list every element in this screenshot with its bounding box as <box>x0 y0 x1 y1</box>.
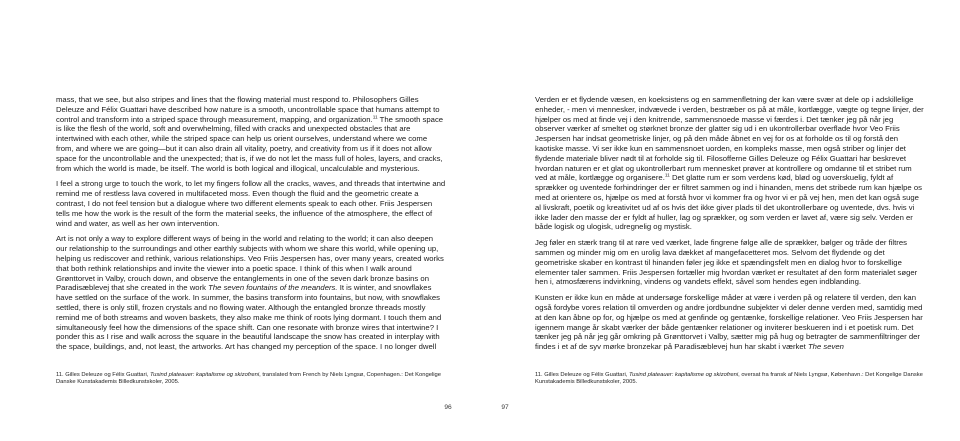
page-number: 96 <box>444 404 452 411</box>
page-right <box>480 0 960 441</box>
paragraph: I feel a strong urge to touch the work, to let my fingers follow all the cracks, waves, and threads that intertwine and remind me of restless lava covered in multifaceted moss. Even though the fluid and the geometric create a contrast, I do not feel tension but a dialogue where two different elements speak to each other. Friis Jespersen tells me how the work is the result of the form the material seeks, the influence of the atmosphere, the effect of wind and water, as well as her own intervention. <box>56 179 446 228</box>
text-column-right <box>535 95 925 358</box>
paragraph: Jeg føler en stærk trang til at røre ved værket, lade fingrene følge alle de sprækker, bølger og tråde der filtres sammen og minder mig om en urolig lava dækket af mangefacetteret mos. Selvom det flydende og det geometriske skaber en kontrast til hinanden føler jeg ikke et spændingsfelt men en dialog hvor to forskellige elementer taler sammen. Friis Jespersen fortæller mig hvordan værket er resultatet af den form materialet søger hen i, atmosfærens indvirkning, vindens og vandets effekt, såvel som hendes egen indblanding. <box>535 238 918 287</box>
footnote: 11. Gilles Deleuze og Félix Guattari, Tusind plateauer: kapitalisme og skizofreni, translated from French by Niels Lyngsø, Copenhagen.: Det Kongelige Danske Kunstakademis Billedkunstskoler, 2005. <box>56 372 441 386</box>
text-column-left <box>56 95 446 358</box>
paragraph: mass, that we see, but also stripes and lines that the flowing material must respond to. Philosophers Gilles Deleuze and Félix Guattari have described how nature is a smooth, uncontrollable space that humans attempt to control and transform into a striped space through measurement, mapping, and organization.$^{11}$ The smooth space is like the flesh of the world, soft and overwhelming, filled with cracks and unexpected obstacles that are intertwined with each other, while the striped space can help us orient ourselves, understand where we come from, and where we are going—but it can also drain all vitality, poetry, and creativity from us if it does not allow space for the uncontrollable and the unexpected; that is, if we do not let the mass full of holes, layers, and cracks, from which the world is made, be itself. The world is both logical and illogical, uncalculable and mysterious. <box>56 95 444 173</box>
paragraph: Verden er et flydende væsen, en koeksistens og en sammenfletning der kan være svær at dele op i adskillelige enheder, - men vi mennesker, indvævede i verden, bestræber os på at måle, kortlægge, vægte og tegne linjer, der hjælper os med at finde vej i den knitrende, sammensnoede masse vi færdes i. Det tænker jeg på når jeg observer værker af smeltet og størknet bronze der glatter sig ud i en ukontrollerbar overflade hvor Veo Friis Jespersen har indsat geometriske linjer, og på den måde åbnet en vej for os at forholde os til og forstå den kaotiske masse. Vi ser ikke kun en sammensnoet uorden, en kompleks masse, men også striber og linjer det flydende materiale bliver nødt til at forholde sig til. Filosofferne Gilles Deleuze og Félix Guattari har beskrevet hvordan naturen er et glat og ukontrollerbart rum mennesket prøver at kontrollere og omdanne til et stribet rum ved at måle, kortlægge og organisere.$^{11}$ Det glatte rum er som verdens kød, blød og uoverskuelig, fyldt af sprækker og uventede forhindringer der er filtret sammen og ind i hinanden, mens det stribede rum kan hjælpe os med at orientere os, hjælpe os med at forstå hvor vi kommer fra og hvor vi er på vej hen, men det kan også suge al livskraft, poetik og kreativitet ud af os hvis det ikke giver plads til det ukontrollerbare og uventede, dvs. hvis vi ikke lader den masse der er fyldt af huller, lag og sprækker, og som verden er lavet af, være sig selv. Verden er både logisk og ulogisk, udregnelig og mystisk. <box>535 95 924 232</box>
page-number: 97 <box>501 404 509 411</box>
footnote: 11. Gilles Deleuze og Félix Guattari, Tusind plateauer: kapitalisme og skizofreni, oversat fra fransk af Niels Lyngsø, København.: Det Kongelige Danske Kunstakademis Billedkunstskoler, 2005. <box>535 372 923 386</box>
paragraph: Kunsten er ikke kun en måde at undersøge forskellige måder at være i verden på og relatere til verden, den kan også fordybe vores relation til omverden og andre jordbundne subjekter vi deler denne verden med, samtidig med at den kan åbne op for, og hjælpe os med at genfinde og gentænke, forskellige relationer. Veo Friis Jespersen har igennem mange år skabt værker der både gentænker relationer og inviterer beskueren ind i et poetisk rum. Det tænker jeg på når jeg går omkring på Grønttorvet i Valby, sætter mig på hug og betragter de sammenfiltringer der findes i et af de syv mørke bronzekar på Paradisæblevej hun har skabt i værket The seven <box>535 293 923 352</box>
paragraph: Art is not only a way to explore different ways of being in the world and relating to the world; it can also deepen our relationship to the surroundings and other earthly subjects with whom we share this world, while opening up, helping us rediscover and rethink, various relationships. Veo Friis Jespersen has, over many years, created works that both rethink relationships and invite the viewer into a poetic space. I think of this when I walk around Grønttorvet in Valby, crouch down, and observe the entanglements in one of the seven dark bronze basins on Paradisæblevej that she created in the work The seven fountains of the meanders. It is winter, and snowflakes have settled on the surface of the work. In summer, the basins transform into fountains, but now, with snowflakes settled, there is only still, frozen crystals and no flowing water. Although the entangled bronze threads mostly remind me of both streams and woven baskets, they also make me think of roots lying dormant. I touch them and simultaneously feel how the dimensions of the space shift. Can one resonate with bronze wires that intertwine? I ponder this as I rise and walk across the square in the beautiful landscape the snow has created in interplay with the space, buildings, and, not least, the artworks. Art has changed my perception of the space. I no longer dwell <box>56 234 444 352</box>
